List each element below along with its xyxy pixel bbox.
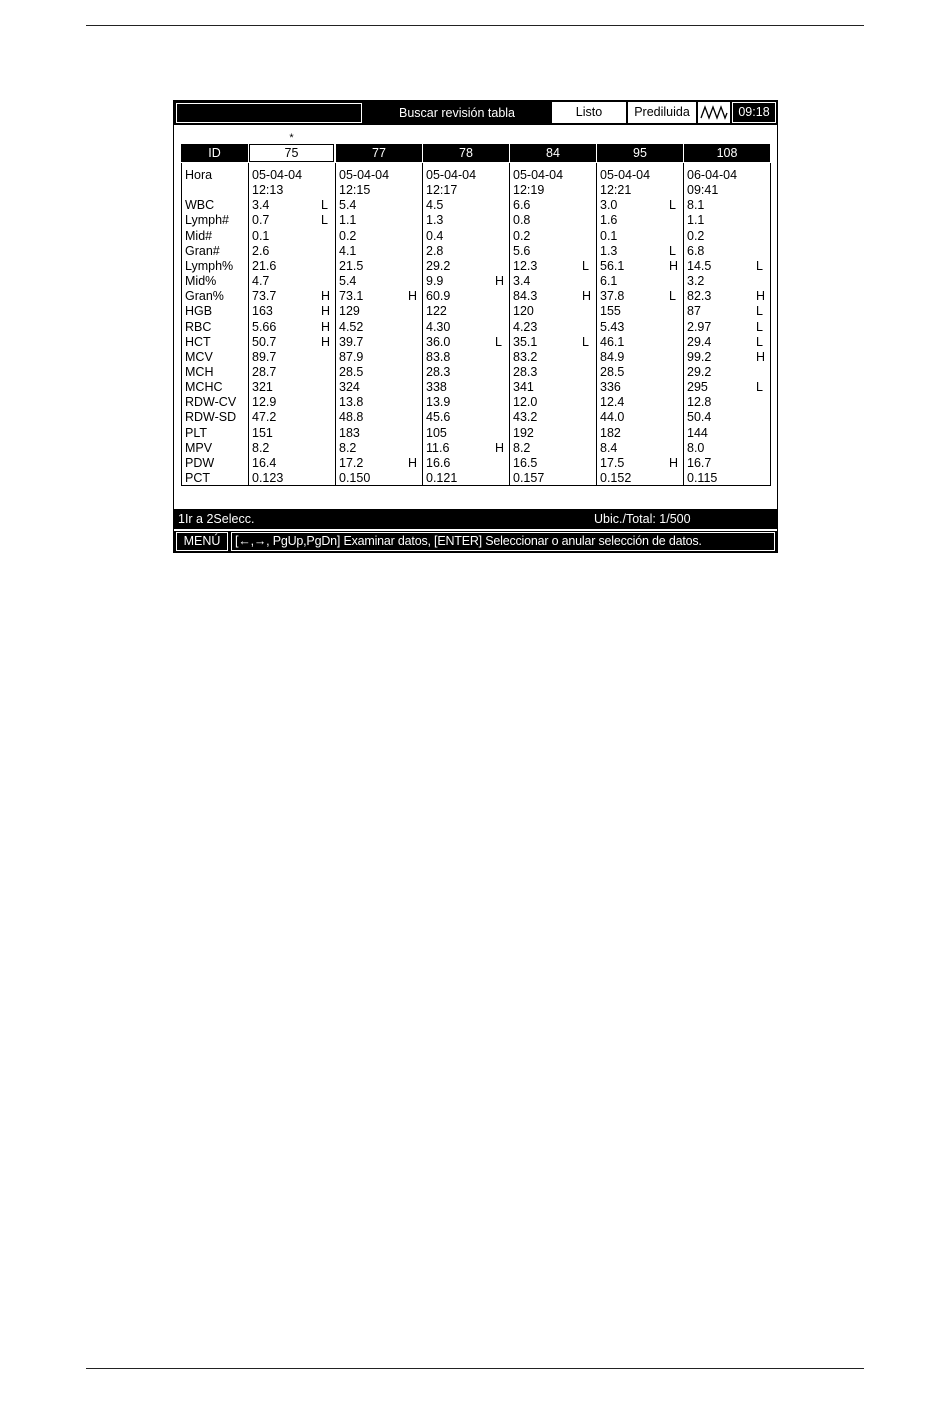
- table-cell: 1.1: [339, 213, 357, 228]
- table-cell: 11.6: [426, 440, 450, 455]
- table-cell: 13.9: [426, 395, 451, 410]
- table-cell: 82.3: [687, 289, 712, 304]
- table-cell: 338: [426, 380, 447, 395]
- cell-date: 05-04-04: [426, 168, 477, 182]
- table-cell: 4.7: [252, 274, 270, 289]
- table-cell: 16.7: [687, 455, 712, 470]
- flag-indicator: L: [756, 319, 763, 334]
- table-cell: 341: [513, 380, 534, 395]
- table-cell: 21.6: [252, 258, 277, 273]
- cell-date: 06-04-04: [687, 168, 738, 182]
- flag-indicator: H: [756, 289, 766, 304]
- row-label: Lymph%: [185, 258, 234, 273]
- flag-indicator: H: [408, 289, 418, 304]
- row-label: MCV: [185, 349, 213, 364]
- table-cell: 37.8: [600, 289, 625, 304]
- table-cell: 73.1: [339, 289, 364, 304]
- flag-indicator: L: [582, 334, 589, 349]
- flag-indicator: H: [669, 455, 679, 470]
- shortcut-hint: 1Ir a 2Selecc.: [178, 512, 255, 526]
- table-cell: 5.6: [513, 243, 531, 258]
- table-cell: 73.7: [252, 289, 277, 304]
- table-cell: 83.8: [426, 349, 451, 364]
- table-cell: 16.4: [252, 455, 277, 470]
- column-divider: [596, 163, 597, 486]
- column-header-108[interactable]: 108: [684, 144, 770, 162]
- table-cell: 6.1: [600, 274, 618, 289]
- selected-marker: *: [289, 132, 294, 144]
- table-cell: 324: [339, 380, 360, 395]
- table-cell: 29.2: [426, 258, 451, 273]
- flag-indicator: L: [321, 198, 328, 213]
- table-cell: 1.3: [426, 213, 444, 228]
- table-cell: 3.2: [687, 274, 705, 289]
- help-bar: [174, 531, 777, 552]
- cell-date: 05-04-04: [339, 168, 390, 182]
- table-cell: 12.4: [600, 395, 625, 410]
- flag-indicator: L: [669, 243, 676, 258]
- table-cell: 36.0: [426, 334, 451, 349]
- table-cell: 151: [252, 425, 273, 440]
- table-cell: 28.5: [339, 364, 364, 379]
- clock: 09:18: [732, 102, 776, 123]
- row-label: RDW-CV: [185, 395, 237, 410]
- row-label: HGB: [185, 304, 213, 319]
- sample-field: [176, 103, 362, 123]
- table-cell: 6.8: [687, 243, 705, 258]
- table-cell: 84.9: [600, 349, 625, 364]
- row-label: Mid%: [185, 274, 217, 289]
- column-divider: [509, 163, 510, 486]
- table-cell: 129: [339, 304, 360, 319]
- table-cell: 6.6: [513, 198, 531, 213]
- sine-wave-icon: [698, 102, 730, 123]
- flag-indicator: H: [321, 304, 331, 319]
- row-label: RDW-SD: [185, 410, 237, 425]
- flag-indicator: H: [582, 289, 592, 304]
- column-header-77[interactable]: 77: [336, 144, 422, 162]
- row-label: Gran%: [185, 289, 224, 304]
- table-cell: 99.2: [687, 349, 712, 364]
- table-cell: 43.2: [513, 410, 538, 425]
- row-label: PDW: [185, 455, 215, 470]
- table-cell: 1.6: [600, 213, 618, 228]
- table-cell: 17.2: [339, 455, 364, 470]
- flag-indicator: L: [756, 304, 763, 319]
- table-cell: 0.1: [252, 228, 270, 243]
- flag-indicator: H: [495, 274, 505, 289]
- table-cell: 48.8: [339, 410, 364, 425]
- table-cell: 50.4: [687, 410, 712, 425]
- column-divider: [683, 163, 684, 486]
- table-cell: 0.1: [600, 228, 618, 243]
- flag-indicator: L: [582, 258, 589, 273]
- flag-indicator: L: [669, 198, 676, 213]
- column-divider: [422, 163, 423, 486]
- table-cell: 0.2: [339, 228, 357, 243]
- table-cell: 8.2: [513, 440, 531, 455]
- table-cell: 0.7: [252, 213, 270, 228]
- flag-indicator: L: [495, 334, 502, 349]
- cell-date: 05-04-04: [513, 168, 564, 182]
- top-status-bar: [174, 101, 777, 125]
- flag-indicator: L: [669, 289, 676, 304]
- table-cell: 4.23: [513, 319, 538, 334]
- row-label: PCT: [185, 471, 210, 485]
- table-cell: 1.1: [687, 213, 705, 228]
- table-cell: 0.2: [513, 228, 531, 243]
- screen-title: Buscar revisión tabla: [398, 106, 516, 120]
- flag-indicator: H: [756, 349, 766, 364]
- table-cell: 144: [687, 425, 708, 440]
- table-cell: 28.3: [426, 364, 451, 379]
- column-header-95[interactable]: 95: [597, 144, 683, 162]
- flag-indicator: L: [756, 258, 763, 273]
- table-cell: 5.66: [252, 319, 277, 334]
- table-cell: 17.5: [600, 455, 625, 470]
- table-cell: 5.43: [600, 319, 625, 334]
- table-cell: 0.2: [687, 228, 705, 243]
- table-cell: 4.5: [426, 198, 444, 213]
- flag-indicator: H: [408, 455, 418, 470]
- cell-time: 09:41: [687, 183, 719, 198]
- table-cell: 45.6: [426, 410, 451, 425]
- column-header-78[interactable]: 78: [423, 144, 509, 162]
- cell-date: 05-04-04: [252, 168, 303, 182]
- table-cell: 46.1: [600, 334, 625, 349]
- table-cell: 89.7: [252, 349, 277, 364]
- table-cell: 44.0: [600, 410, 625, 425]
- table-cell: 56.1: [600, 258, 625, 273]
- table-cell: 192: [513, 425, 534, 440]
- table-cell: 122: [426, 304, 447, 319]
- menu-button[interactable]: MENÚ: [176, 532, 228, 551]
- table-cell: 8.4: [600, 440, 618, 455]
- table-cell: 0.4: [426, 228, 444, 243]
- table-cell: 321: [252, 380, 273, 395]
- flag-indicator: H: [321, 319, 331, 334]
- table-cell: 3.0: [600, 198, 618, 213]
- row-label: HCT: [185, 334, 211, 349]
- row-label: WBC: [185, 198, 215, 213]
- table-cell: 0.123: [252, 471, 284, 485]
- table-cell: 47.2: [252, 410, 277, 425]
- row-label: MCHC: [185, 380, 223, 395]
- cell-time: 12:17: [426, 183, 458, 198]
- table-cell: 50.7: [252, 334, 277, 349]
- table-cell: 0.115: [687, 471, 718, 485]
- table-cell: 4.1: [339, 243, 357, 258]
- table-cell: 8.1: [687, 198, 705, 213]
- table-cell: 87.9: [339, 349, 364, 364]
- table-cell: 155: [600, 304, 621, 319]
- table-cell: 12.3: [513, 258, 538, 273]
- table-cell: 2.97: [687, 319, 712, 334]
- table-cell: 3.4: [252, 198, 270, 213]
- table-cell: 16.6: [426, 455, 451, 470]
- table-cell: 21.5: [339, 258, 364, 273]
- row-label: RBC: [185, 319, 212, 334]
- position-total: Ubic./Total: 1/500: [594, 512, 691, 526]
- row-label: Lymph#: [185, 213, 230, 228]
- row-label: MCH: [185, 364, 214, 379]
- table-cell: 60.9: [426, 289, 451, 304]
- table-cell: 29.4: [687, 334, 712, 349]
- table-cell: 12.9: [252, 395, 277, 410]
- table-cell: 2.8: [426, 243, 444, 258]
- table-cell: 8.2: [252, 440, 270, 455]
- table-cell: 5.4: [339, 274, 357, 289]
- column-header-84[interactable]: 84: [510, 144, 596, 162]
- flag-indicator: H: [321, 289, 331, 304]
- table-cell: 183: [339, 425, 360, 440]
- table-cell: 87: [687, 304, 701, 319]
- column-header-75[interactable]: 75: [249, 144, 334, 162]
- id-header: ID: [181, 144, 248, 162]
- table-cell: 105: [426, 425, 447, 440]
- table-cell: 16.5: [513, 455, 538, 470]
- table-cell: 5.4: [339, 198, 357, 213]
- row-label-hora: Hora: [185, 168, 213, 182]
- cell-time: 12:19: [513, 183, 545, 198]
- table-cell: 0.150: [339, 471, 371, 485]
- mode-indicator: Prediluida: [628, 102, 696, 123]
- table-cell: 1.3: [600, 243, 618, 258]
- table-cell: 120: [513, 304, 534, 319]
- row-label: Gran#: [185, 243, 220, 258]
- help-text: [←,→, PgUp,PgDn] Examinar datos, [ENTER] Seleccionar o anular selección de datos.: [231, 532, 775, 551]
- cell-time: 12:15: [339, 183, 371, 198]
- table-cell: 29.2: [687, 364, 712, 379]
- table-cell: 28.3: [513, 364, 538, 379]
- table-cell: 4.52: [339, 319, 364, 334]
- table-cell: 12.8: [687, 395, 712, 410]
- column-divider: [335, 163, 336, 486]
- flag-indicator: L: [756, 334, 763, 349]
- table-cell: 28.7: [252, 364, 277, 379]
- table-cell: 2.6: [252, 243, 270, 258]
- row-label: Mid#: [185, 228, 213, 243]
- table-cell: 13.8: [339, 395, 364, 410]
- table-cell: 0.157: [513, 471, 545, 485]
- column-divider: [248, 163, 249, 486]
- row-label: MPV: [185, 440, 213, 455]
- table-cell: 39.7: [339, 334, 364, 349]
- page-bottom-rule: [86, 1368, 864, 1369]
- table-cell: 28.5: [600, 364, 625, 379]
- results-table: [181, 132, 771, 486]
- table-cell: 295: [687, 380, 708, 395]
- table-cell: 83.2: [513, 349, 538, 364]
- flag-indicator: H: [495, 440, 505, 455]
- table-cell: 84.3: [513, 289, 538, 304]
- table-cell: 4.30: [426, 319, 451, 334]
- analyzer-screen: [173, 100, 778, 553]
- table-cell: 182: [600, 425, 621, 440]
- table-cell: 336: [600, 380, 621, 395]
- flag-indicator: L: [756, 380, 763, 395]
- row-label: PLT: [185, 425, 207, 440]
- table-cell: 35.1: [513, 334, 538, 349]
- cell-date: 05-04-04: [600, 168, 651, 182]
- table-cell: 8.2: [339, 440, 357, 455]
- table-cell: 8.0: [687, 440, 705, 455]
- table-cell: 14.5: [687, 258, 712, 273]
- table-cell: 3.4: [513, 274, 531, 289]
- flag-indicator: H: [669, 258, 679, 273]
- cell-time: 12:13: [252, 183, 284, 198]
- table-cell: 0.152: [600, 471, 632, 485]
- info-bar: [174, 509, 777, 529]
- table-cell: 0.121: [426, 471, 458, 485]
- table-cell: 12.0: [513, 395, 538, 410]
- page-top-rule: [86, 25, 864, 26]
- table-cell: 9.9: [426, 274, 444, 289]
- table-cell: 0.8: [513, 213, 531, 228]
- status-indicator: Listo: [552, 102, 626, 123]
- table-cell: 163: [252, 304, 273, 319]
- cell-time: 12:21: [600, 183, 632, 198]
- flag-indicator: H: [321, 334, 331, 349]
- flag-indicator: L: [321, 213, 328, 228]
